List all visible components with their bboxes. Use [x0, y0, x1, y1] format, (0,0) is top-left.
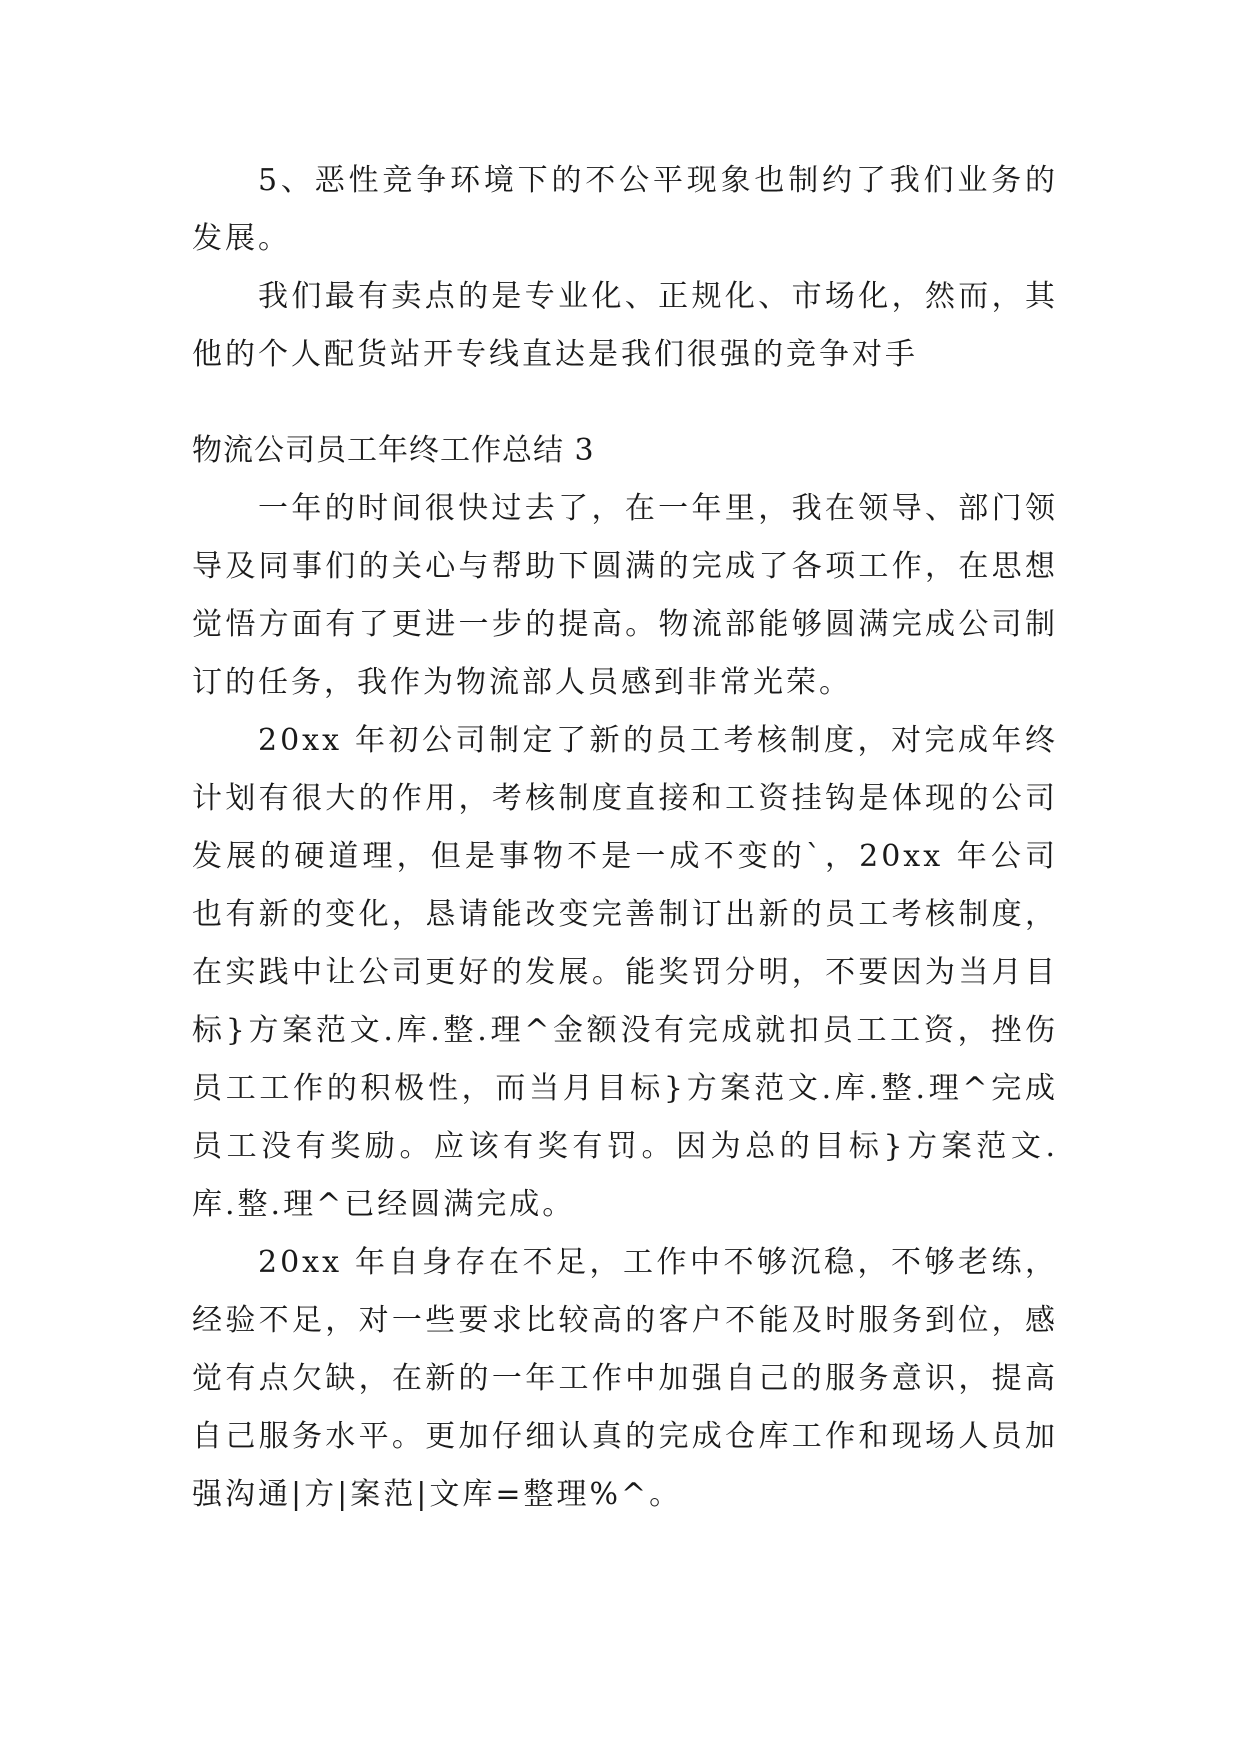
paragraph-year-review: 一年的时间很快过去了，在一年里，我在领导、部门领导及同事们的关心与帮助下圆满的完成了各项工作，在思想觉悟方面有了更进一步的提高。物流部能够圆满完成公司制订的任务，我作为物流部人员感到非常光荣。 — [192, 491, 1058, 700]
paragraph-selling-points: 我们最有卖点的是专业化、正规化、市场化，然而，其他的个人配货站开专线直达是我们很强的竞争对手 — [192, 279, 1058, 372]
paragraph-shortcomings: 20xx 年自身存在不足，工作中不够沉稳，不够老练，经验不足，对一些要求比较高的客户不能及时服务到位，感觉有点欠缺，在新的一年工作中加强自己的服务意识，提高自己服务水平。更加仔细认真的完成仓库工作和现场人员加强沟通|方|案范|文库=整理%^。 — [192, 1245, 1058, 1512]
paragraph-assessment-system: 20xx 年初公司制定了新的员工考核制度，对完成年终计划有很大的作用，考核制度直接和工资挂钩是体现的公司发展的硬道理，但是事物不是一成不变的`，20xx 年公司也有新的变化，恳请能改变完善制订出新的员工考核制度，在实践中让公司更好的发展。能奖罚分明，不要因为当月目标}方案范文.库.整.理^金额没有完成就扣员工工资，挫伤员工工作的积极性，而当月目标}方案范文.库.整.理^完成员工没有奖励。应该有奖有罚。因为总的目标}方案范文.库.整.理^已经圆满完成。 — [192, 723, 1058, 1222]
document-page — [192, 152, 1058, 1524]
section-title: 物流公司员工年终工作总结 3 — [192, 433, 595, 468]
paragraph-competition-point-5: 5、恶性竞争环境下的不公平现象也制约了我们业务的发展。 — [192, 163, 1058, 256]
